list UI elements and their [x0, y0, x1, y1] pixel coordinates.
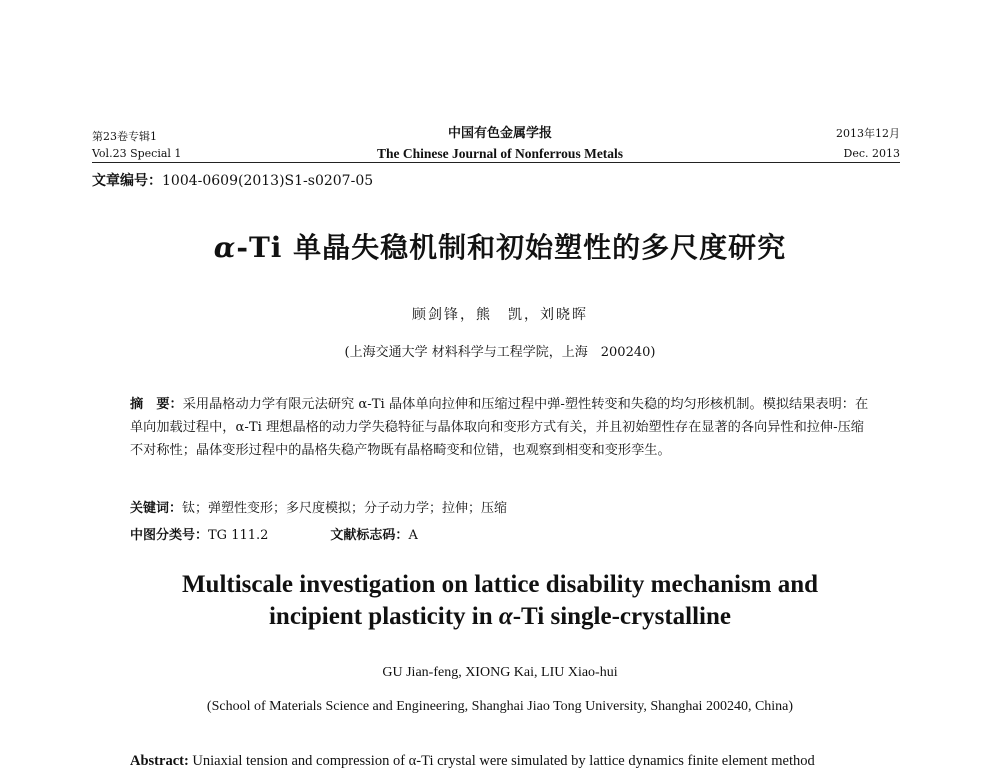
- title-en-greek: α: [498, 603, 513, 630]
- abstract-en-text: Uniaxial tension and compression of α-Ti crystal were simulated by lattice dynamics finite element method: [188, 753, 815, 769]
- article-number-value: 1004-0609(2013)S1-s0207-05: [162, 173, 374, 189]
- date-zh: 2013年12月: [836, 127, 900, 140]
- volume-zh: 第23卷专辑1: [92, 130, 157, 143]
- title-zh: [0, 226, 1000, 266]
- title-en-line2: incipient plasticity in α-Ti single-crystalline: [268, 603, 731, 630]
- abstract-zh-text: 采用晶格动力学有限元法研究 α-Ti 晶体单向拉伸和压缩过程中弹-塑性转变和失稳的均匀形核机制。模拟结果表明：在单向加载过程中，α-Ti 理想晶格的动力学失稳特征与晶体取向和变形方式有关，并且初始塑性存在显著的各向异性和拉伸-压缩不对称性；晶体变形过程中的晶格失稳产物既有晶格畸变和位错，也观察到相变和变形孪生。: [130, 397, 869, 458]
- date-en: Dec. 2013: [843, 147, 900, 160]
- clc-value: TG 111.2: [208, 528, 269, 543]
- classification-line: [130, 524, 418, 543]
- journal-name-zh: 中国有色金属学报: [447, 126, 552, 141]
- abstract-en-label: Abstract:: [130, 753, 189, 769]
- article-number: [92, 170, 373, 190]
- affiliation-zh: (上海交通大学 材料科学与工程学院，上海 200240): [344, 345, 656, 360]
- title-zh-text: -Ti 单晶失稳机制和初始塑性的多尺度研究: [236, 231, 787, 264]
- journal-name-en: The Chinese Journal of Nonferrous Metals: [376, 146, 624, 161]
- keywords-zh: [130, 497, 507, 516]
- doc-code-value: A: [408, 528, 418, 543]
- volume-en: Vol.23 Special 1: [92, 147, 182, 160]
- keywords-label: 关键词：: [130, 501, 183, 516]
- affiliation-en: (School of Materials Science and Engineering, Shanghai Jiao Tong University, Shanghai 200240, China): [206, 699, 794, 714]
- title-en: [0, 569, 1000, 633]
- running-header-right: [836, 124, 900, 164]
- title-en-line1: Multiscale investigation on lattice disability mechanism and: [181, 571, 819, 598]
- abstract-en: [130, 748, 875, 774]
- abstract-zh-label: 摘 要：: [130, 397, 183, 412]
- doc-code-label: 文献标志码：: [330, 528, 409, 543]
- article-number-label: 文章编号：: [92, 173, 162, 189]
- clc-label: 中图分类号：: [130, 528, 209, 543]
- authors-zh: 顾剑锋，熊 凯，刘晓晖: [412, 307, 588, 323]
- abstract-zh: [130, 393, 875, 462]
- header-rule: [92, 162, 900, 163]
- keywords-text: 钛；弹塑性变形；多尺度模拟；分子动力学；拉伸；压缩: [182, 501, 508, 516]
- title-zh-greek: α: [213, 231, 237, 264]
- authors-en: GU Jian-feng, XIONG Kai, LIU Xiao-hui: [382, 665, 618, 680]
